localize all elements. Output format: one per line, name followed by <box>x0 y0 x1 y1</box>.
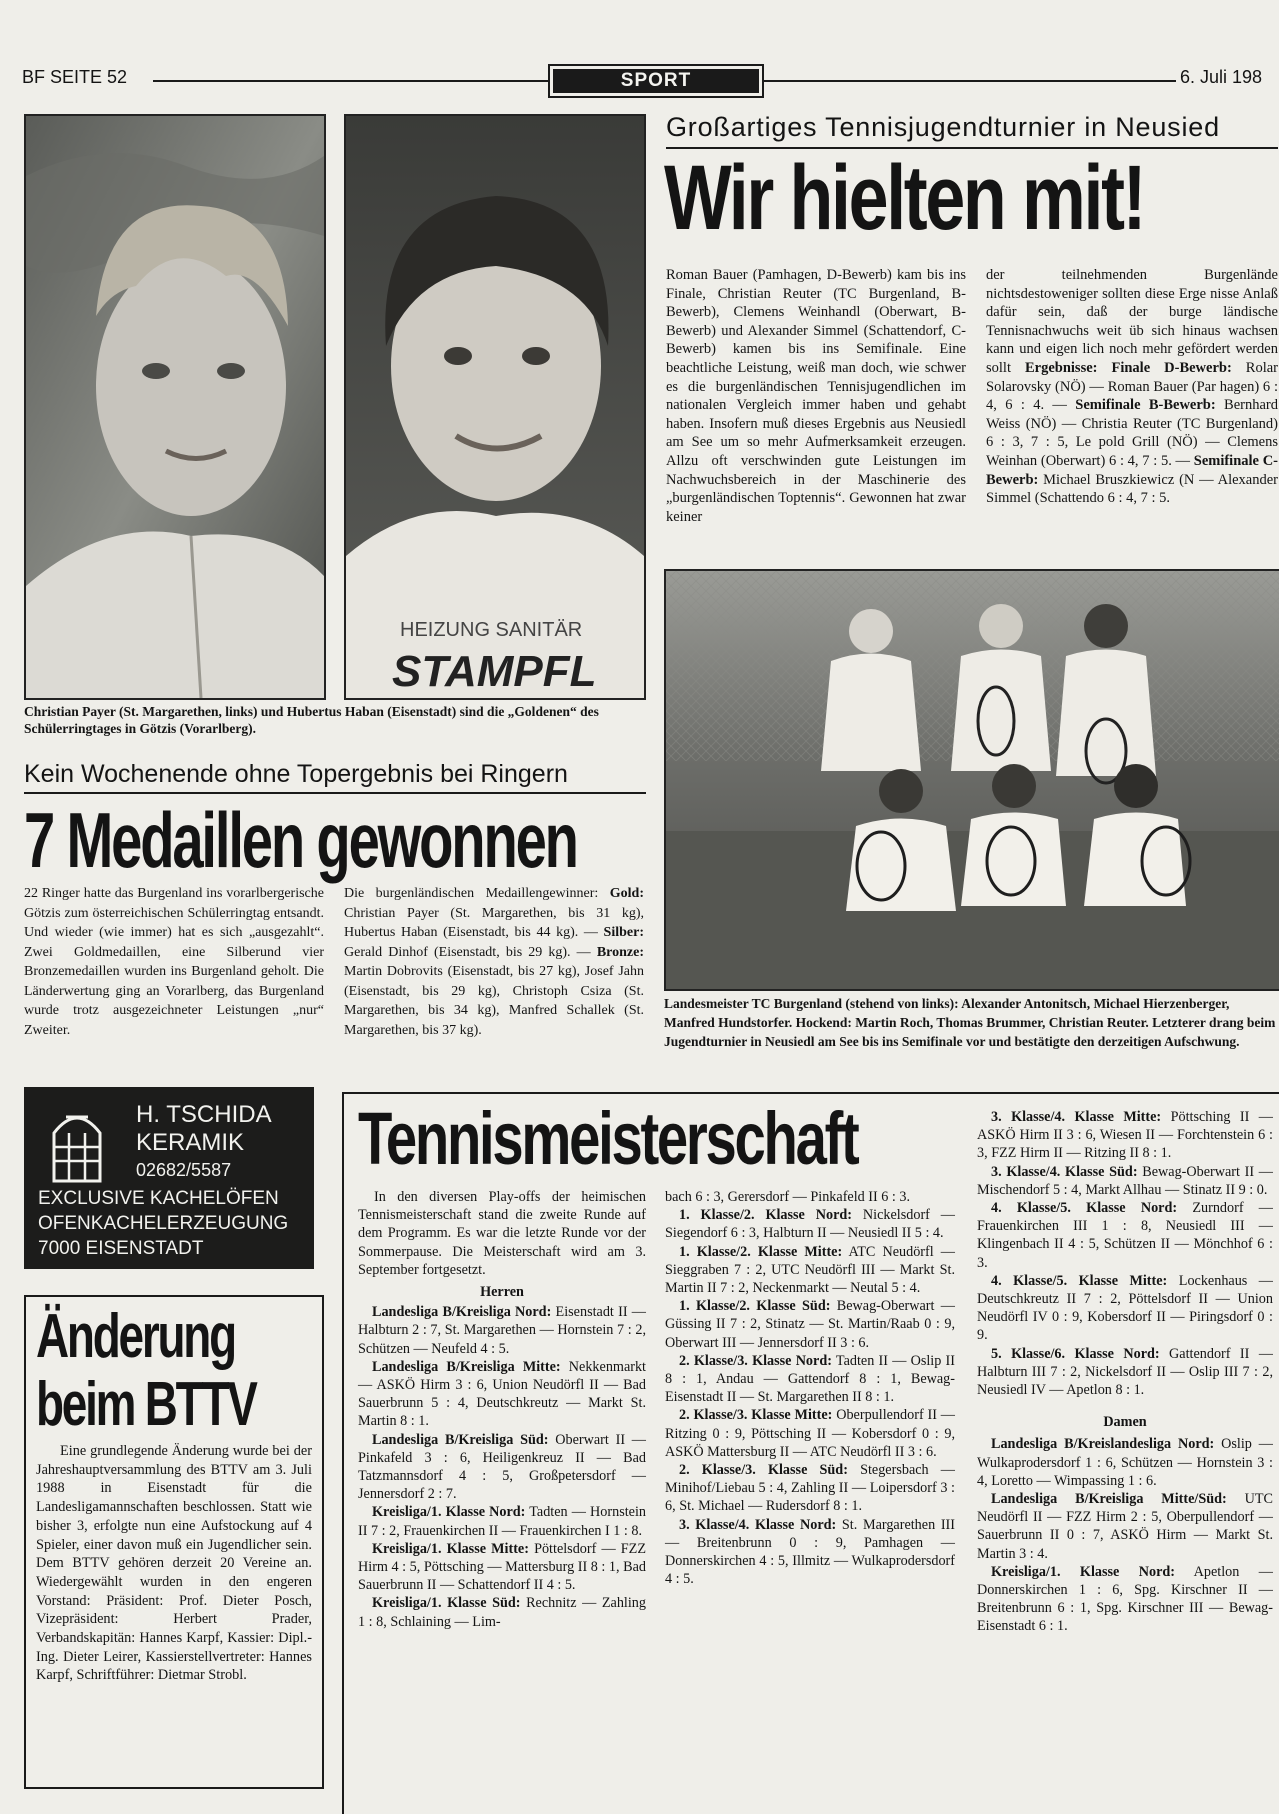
bttv-headline-2: beim BTTV <box>36 1370 256 1439</box>
meisterschaft-intro: In den diversen Play-offs der heimischen Tennismeisterschaft stand die zweite Runde auf dem Programm. Es war die letzte Runde vor der Sommerpause. Die Meisterschaft wird am 3. September fortgesetzt. <box>358 1189 646 1278</box>
league-results: Stegersbach — Minihof/Liebau 5 : 4, Zahling II — Loipersdorf 3 : 6, St. Michael — Rudersdorf 8 : 1. <box>665 1462 955 1515</box>
result-paragraph <box>977 1108 1273 1163</box>
wrestling-kicker: Kein Wochenende ohne Topergebnis bei Ringern <box>24 760 568 788</box>
league-label: Kreisliga/1. Klasse Mitte: <box>372 1540 529 1557</box>
result-paragraph <box>665 1243 955 1298</box>
result-paragraph <box>977 1435 1273 1490</box>
herren-results-col1 <box>358 1303 646 1631</box>
result-paragraph <box>665 1206 955 1242</box>
league-label: Landesliga B/Kreislandesliga Nord: <box>991 1436 1215 1453</box>
league-results: Bewag-Oberwart II — Mischendorf 5 : 4, Markt Allhau — Stinatz II 9 : 0. <box>977 1163 1273 1198</box>
result-paragraph <box>977 1199 1273 1272</box>
bronze-text: Martin Dobrovits (Eisenstadt, bis 27 kg), Josef Jahn (Eisenstadt, bis 29 kg), Christoph Csiza (St. Margarethen, bis 34 kg), Manfred Schallek (St. Margarethen, bis 37 kg). <box>344 964 644 1038</box>
meisterschaft-col3 <box>977 1108 1273 1636</box>
page-date: 6. Juli 198 <box>1180 67 1263 87</box>
result-paragraph <box>977 1490 1273 1563</box>
portrait-boy-1-image <box>26 116 324 698</box>
league-label: 1. Klasse/2. Klasse Süd: <box>679 1298 831 1315</box>
result-paragraph <box>977 1163 1273 1199</box>
results-text-3: Michael Bruszkiewicz (N — Alexander Simmel (Schattendo 6 : 4, 7 : 5. <box>986 471 1278 507</box>
result-paragraph <box>358 1431 646 1504</box>
league-results: Apetlon — Donnerskirchen 1 : 6, Spg. Kirschner II — Breitenbrunn 6 : 1, Spg. Kirschner III — Bewag-Eisenstadt 6 : 1. <box>977 1563 1273 1635</box>
result-paragraph <box>665 1352 955 1407</box>
league-results: ATC Neudörfl — Sieggraben 7 : 2, UTC Neudörfl III — Markt St. Martin II 7 : 2, Neckenmarkt — Neutal 5 : 4. <box>665 1243 955 1297</box>
bttv-headline-1: Änderung <box>36 1302 235 1371</box>
league-label: Kreisliga/1. Klasse Süd: <box>372 1595 521 1612</box>
league-results: Nekkenmarkt — ASKÖ Hirm 3 : 6, Union Neudörfl II — Bad Sauerbrunn 5 : 4, Deutschkreutz — Markt St. Martin 8 : 1. <box>358 1358 647 1430</box>
league-label: Kreisliga/1. Klasse Nord: <box>372 1504 526 1521</box>
photo-hubertus-haban <box>344 114 646 700</box>
results-label-2: Semifinale B-Bewerb: <box>1075 397 1216 414</box>
damen-heading: Damen <box>1103 1414 1147 1431</box>
meisterschaft-col2 <box>665 1188 955 1588</box>
league-label: 3. Klasse/4. Klasse Mitte: <box>991 1109 1162 1125</box>
ad-line-5: 7000 EISENSTADT <box>38 1238 204 1259</box>
league-label: Landesliga B/Kreisliga Süd: <box>372 1431 549 1448</box>
silver-text: Gerald Dinhof (Eisenstadt, bis 29 kg). — <box>344 944 597 960</box>
bronze-label: Bronze: <box>596 944 644 960</box>
league-label: Landesliga B/Kreisliga Mitte/Süd: <box>991 1491 1227 1508</box>
league-results: Gattendorf II — Halbturn III 7 : 2, Nickelsdorf II — Oslip III 7 : 2, Neusiedl IV — Apetlon 8 : 1. <box>977 1345 1273 1399</box>
bttv-body: Eine grundlegende Änderung wurde bei der Jahreshauptversammlung des BTTV am 3. Juli 1988 in Eisenstadt für die Landesligamannschaften beschlossen. Statt wie bisher 3, erfolgte nun eine Aufstockung auf 4 Spieler, einer davon muß ein Jugendlicher sein. Dem BTTV gehören derzeit 20 Vereine an. Wiedergewählt wurden in den engeren Vorstand: Präsident: Prof. Dieter Posch, Vizepräsident: Herbert Prader, Verbandskapitän: Hannes Karpf, Kassier: Dipl.-Ing. Dieter Leirer, Kassierstellvertreter: Hannes Karpf, Schriftführer: Dietmar Strobl. <box>36 1443 312 1684</box>
league-label: 3. Klasse/4. Klasse Nord: <box>679 1516 837 1533</box>
league-results: Lockenhaus — Deutschkreutz II 7 : 2, Pöttelsdorf II — Union Neudörfl IV 0 : 9, Kobersdorf II — Piringsdorf 0 : 9. <box>977 1272 1273 1344</box>
tennis-headline: Wir hielten mit! <box>664 147 1145 249</box>
ad-line-3: EXCLUSIVE KACHELÖFEN <box>38 1188 279 1209</box>
ad-phone: 02682/5587 <box>136 1160 232 1180</box>
wrestling-col1: 22 Ringer hatte das Burgenland ins vorarlbergerische Götzis zum österreichischen Schülerringtag entsandt. Und wieder (wie immer) hat es sich „ausgezahlt“. Zwei Goldmedaillen, eine Silberund vier Bronzemedaillen wurden ins Burgenland geholt. Die Länderwertung ging an Vorarlberg, das Burgenland wurde trotz ausgezeichneter Leistungen „nur“ Zweiter. <box>24 886 324 1038</box>
wrestling-col2 <box>344 884 644 1040</box>
section-badge <box>548 64 764 98</box>
tennis-kicker: Großartiges Tennisjugendturnier in Neusied <box>666 112 1220 142</box>
result-paragraph <box>977 1345 1273 1400</box>
shirt-text-2: STAMPFL <box>392 647 597 696</box>
league-label: 4. Klasse/5. Klasse Mitte: <box>991 1272 1168 1289</box>
silver-label: Silber: <box>603 925 644 940</box>
meisterschaft-col1 <box>358 1188 646 1631</box>
league-label: 1. Klasse/2. Klasse Nord: <box>679 1207 853 1224</box>
league-results: UTC Neudörfl II — FZZ Hirm 2 : 5, Oberpullendorf — Sauerbrunn II 0 : 7, ASKÖ Hirm — Markt St. Martin 3 : 4. <box>977 1491 1273 1562</box>
league-label: Landesliga B/Kreisliga Mitte: <box>372 1358 561 1375</box>
results-label-3: Semifinale C-Bewerb: <box>986 452 1278 488</box>
team-caption: Landesmeister TC Burgenland (stehend von links): Alexander Antonitsch, Michael Hierzenberger, Manfred Hundstorfer. Hockend: Martin Roch, Thomas Brummer, Christian Reuter. Letzterer drang beim Jugendturnier in Neusiedl am See bis ins Semifinale vor und bestätigte den derzeitigen Aufschwung. <box>664 996 1276 1049</box>
section-label: SPORT <box>620 70 692 91</box>
league-label: 3. Klasse/4. Klasse Süd: <box>991 1163 1138 1180</box>
league-results: Oberwart II — Pinkafeld 3 : 6, Heiligenkreuz II — Bad Tatzmannsdorf 4 : 5, Großpetersdorf — Jennersdorf 2 : 7. <box>358 1431 646 1503</box>
league-results: Bewag-Oberwart — Güssing II 7 : 2, Stinatz — St. Martin/Raab 0 : 9, Oberwart III — Jennersdorf II 3 : 6. <box>665 1298 955 1351</box>
league-results: Nickelsdorf — Siegendorf 6 : 3, Halbturn II — Neusiedl II 5 : 4. <box>665 1207 955 1242</box>
photo-christian-payer <box>24 114 326 700</box>
result-paragraph <box>665 1406 955 1461</box>
ad-line-4: OFENKACHELERZEUGUNG <box>38 1213 289 1234</box>
meisterschaft-headline: Tennismeisterschaft <box>358 1097 858 1180</box>
team-photo-image <box>666 571 1279 989</box>
kiln-icon <box>42 1103 112 1183</box>
page-label: BF SEITE 52 <box>22 67 128 87</box>
league-results: St. Margarethen III — Breitenbrunn 0 : 9, Pamhagen — Donnerskirchen 4 : 5, Illmitz — Wulkaprodersdorf 4 : 5. <box>665 1516 955 1588</box>
results-label-1: Ergebnisse: Finale D-Bewerb: <box>1024 359 1232 376</box>
league-results: Zurndorf — Frauenkirchen III 1 : 8, Neusiedl III — Klingenbach II 4 : 5, Schützen II — Mönchhof 6 : 3. <box>977 1200 1273 1271</box>
results-text-2: Bernhard Weiss (NÖ) — Christia Reuter (TC Burgenland) 6 : 3, 7 : 5, Le pold Grill (NÖ) — Clemens Weinhan (Oberwart) 6 : 4, 7 : 5. — <box>986 397 1278 469</box>
header-rule-left <box>153 80 548 82</box>
herren-results-col2 <box>665 1206 955 1588</box>
results-text-1: Rolar Solarovsky (NÖ) — Roman Bauer (Par hagen) 6 : 4, 6 : 4. — <box>986 359 1278 414</box>
league-results: Oslip — Wulkaprodersdorf 1 : 6, Schützen — Hornstein 3 : 4, Loretto — Wimpassing 1 : 6. <box>977 1436 1273 1489</box>
league-results: Pöttsching II — ASKÖ Hirm II 3 : 6, Wiesen II — Forchtenstein 6 : 3, FZZ Hirm II — Ritzing II 8 : 1. <box>977 1109 1273 1162</box>
result-paragraph <box>358 1358 646 1431</box>
result-paragraph <box>977 1563 1273 1636</box>
result-paragraph <box>665 1461 955 1516</box>
medal-intro: Die burgenländischen Medaillengewinner: <box>344 886 610 901</box>
league-results: Rechnitz — Zahling 1 : 8, Schlaining — Lim- <box>358 1595 646 1630</box>
tennis-col2 <box>986 266 1278 528</box>
league-results: Oberpullendorf II — Ritzing 0 : 9, Pöttsching II — Kobersdorf 0 : 9, ASKÖ Mattersburg II — ATC Neudörfl II 3 : 6. <box>665 1407 955 1460</box>
tennis-col2-intro: der teilnehmenden Burgenlände nichtsdestoweniger sollten diese Erge nisse Anlaß dafür sein, daß der burge ländische Tennisnachwuchs weit üb sich hinaus wachsen kann und eigen lich noch mehr gefördert werden sollt <box>986 267 1278 376</box>
ad-line-1: H. TSCHIDA <box>136 1101 272 1128</box>
result-paragraph <box>358 1303 646 1358</box>
league-label: 2. Klasse/3. Klasse Nord: <box>679 1352 832 1369</box>
portraits-caption: Christian Payer (St. Margarethen, links) und Hubertus Haban (Eisenstadt) sind die „Goldenen“ des Schülerringtages in Götzis (Vorarlberg). <box>24 704 599 736</box>
bttv-box <box>24 1295 324 1789</box>
col2-continuation: bach 6 : 3, Gerersdorf — Pinkafeld II 6 : 3. <box>665 1189 911 1205</box>
result-paragraph <box>358 1594 646 1630</box>
result-paragraph <box>358 1540 646 1595</box>
league-label: 2. Klasse/3. Klasse Mitte: <box>679 1407 833 1424</box>
shirt-text-1: HEIZUNG SANITÄR <box>400 619 583 641</box>
result-paragraph <box>665 1516 955 1589</box>
herren-heading: Herren <box>480 1284 524 1301</box>
photo-tc-burgenland-team <box>664 569 1279 991</box>
ad-line-2: KERAMIK <box>136 1129 245 1156</box>
result-paragraph <box>358 1503 646 1539</box>
header-rule-right <box>762 80 1176 82</box>
league-label: 5. Klasse/6. Klasse Nord: <box>991 1345 1160 1362</box>
league-label: 4. Klasse/5. Klasse Nord: <box>991 1200 1178 1217</box>
ad-tschida-keramik <box>24 1087 314 1269</box>
league-label: 1. Klasse/2. Klasse Mitte: <box>679 1243 843 1260</box>
herren-results-col3 <box>977 1108 1273 1399</box>
wrestling-headline: 7 Medaillen gewonnen <box>24 796 577 884</box>
league-results: Eisenstadt II — Halbturn 2 : 7, St. Margarethen — Hornstein 7 : 2, Schützen — Neufeld 4 : 5. <box>358 1304 646 1357</box>
result-paragraph <box>665 1297 955 1352</box>
league-label: Kreisliga/1. Klasse Nord: <box>991 1563 1176 1580</box>
portrait-boy-2-image <box>346 116 644 698</box>
damen-results <box>977 1435 1273 1635</box>
gold-label: Gold: <box>609 886 644 901</box>
league-label: Landesliga B/Kreisliga Nord: <box>372 1304 552 1321</box>
league-label: 2. Klasse/3. Klasse Süd: <box>679 1462 848 1479</box>
result-paragraph <box>977 1272 1273 1345</box>
league-results: Tadten — Hornstein II 7 : 2, Frauenkirchen II — Frauenkirchen I 1 : 8. <box>358 1504 646 1539</box>
gold-text: Christian Payer (St. Margarethen, bis 31 kg), Hubertus Haban (Eisenstadt, bis 44 kg). — <box>344 905 644 940</box>
league-results: Pöttelsdorf — FZZ Hirm 4 : 5, Pöttsching — Mattersburg II 8 : 1, Bad Sauerbrunn II — Schattendorf II 4 : 5. <box>358 1540 646 1594</box>
league-results: Tadten II — Oslip II 8 : 1, Andau — Gattendorf 8 : 1, Bewag-Eisenstadt II — St. Margarethen II 8 : 1. <box>665 1352 955 1406</box>
tennis-col1: Roman Bauer (Pamhagen, D-Bewerb) kam bis ins Finale, Christian Reuter (TC Burgenland, B-Bewerb), Clemens Weinhandl (Oberwart, B-Bewerb) und Alexander Simmel (Schattendorf, C-Bewerb) kamen bis ins Semifinale. Eine beachtliche Leistung, weiß man doch, wie schwer es die burgenländischen Tennisjugendlichen im nationalen Vergleich immer haben und gehabt haben. Insofern muß dieses Ergebnis aus Neusiedl am See um so mehr Aufmerksamkeit erzeugen. Allzu oft verschwinden gute Leistungen im Nachwuchsbereich in der Maschinerie des „burgenländischen Toptennis“. Gewonnen hat zwar keiner <box>666 267 966 525</box>
